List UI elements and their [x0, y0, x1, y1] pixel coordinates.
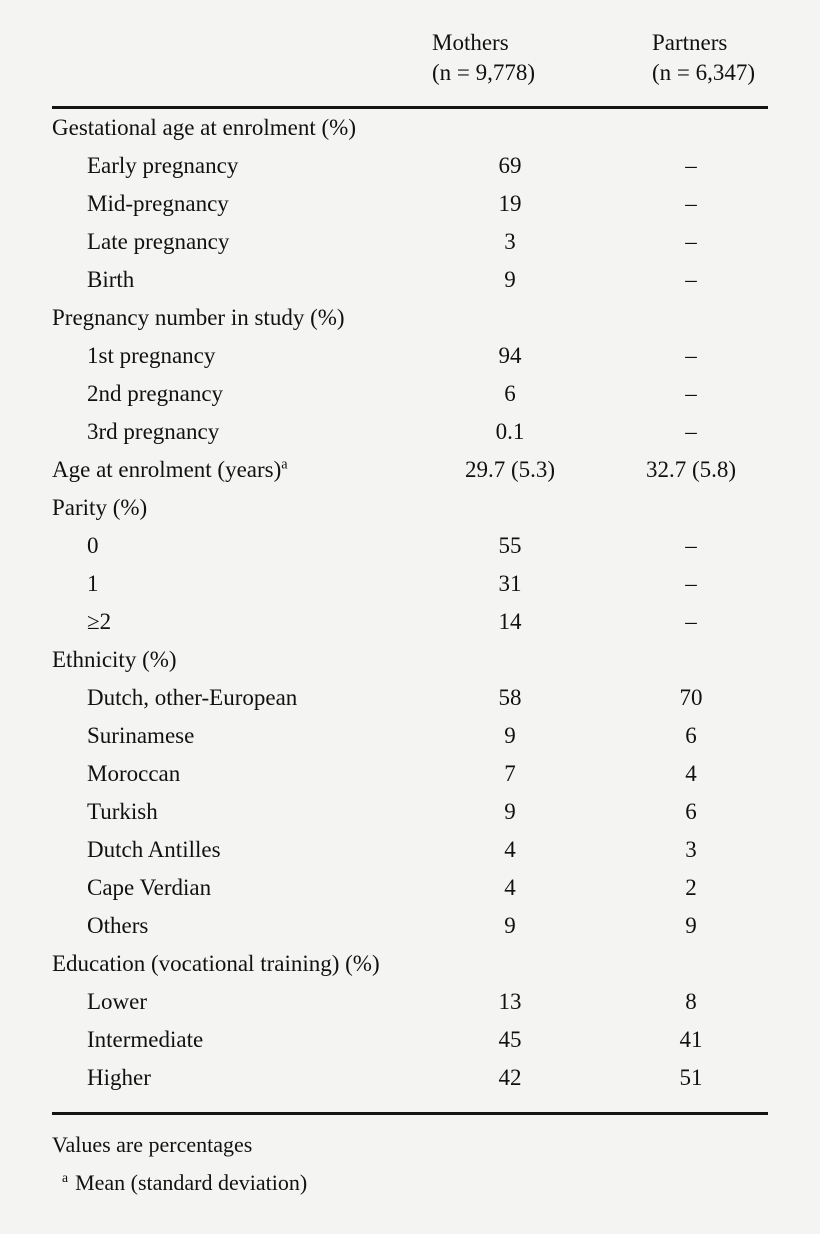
row-label-sub: Moroccan: [87, 761, 181, 786]
row-label-sub: 2nd pregnancy: [87, 381, 224, 406]
cell-mothers: 69: [498, 153, 522, 178]
cell-partners: [638, 489, 768, 527]
cell-partners: –: [685, 267, 697, 292]
cell-partners: –: [685, 191, 697, 216]
table-row: [52, 489, 768, 527]
row-label-sub: Lower: [87, 989, 148, 1014]
footnote-marker: a: [281, 456, 288, 473]
cell-mothers: [418, 641, 638, 679]
table-body: [52, 97, 768, 1106]
table-row: [52, 565, 768, 603]
header-mothers: [418, 28, 638, 97]
cell-partners: 51: [679, 1065, 703, 1090]
characteristics-table: [52, 28, 768, 1106]
cell-mothers: 4: [504, 837, 516, 862]
cell-partners: 9: [685, 913, 697, 938]
cell-mothers: 94: [498, 343, 522, 368]
cell-partners: 32.7 (5.8): [645, 457, 737, 482]
row-label-sub: Others: [87, 913, 149, 938]
table-bottom-rule: [52, 1112, 768, 1115]
row-label-sub: 1: [87, 571, 99, 596]
cell-partners: –: [685, 609, 697, 634]
cell-partners: 3: [685, 837, 697, 862]
cell-partners: 4: [685, 761, 697, 786]
row-label-sub: Early pregnancy: [87, 153, 239, 178]
table-row: [52, 869, 768, 907]
cell-partners: –: [685, 571, 697, 596]
footnote-text: Mean (standard deviation): [75, 1170, 308, 1195]
cell-partners: 2: [685, 875, 697, 900]
table-row: [52, 907, 768, 945]
cell-partners: –: [685, 153, 697, 178]
table-row: [52, 223, 768, 261]
row-label-category: Education (vocational training) (%): [52, 951, 380, 976]
cell-mothers: 6: [504, 381, 516, 406]
cell-mothers: 7: [504, 761, 516, 786]
row-label-sub: 1st pregnancy: [87, 343, 216, 368]
header-blank-cell: [52, 28, 418, 97]
cell-partners: –: [685, 419, 697, 444]
cell-partners: 70: [679, 685, 703, 710]
footnote-line: [52, 1164, 768, 1202]
table-row: [52, 337, 768, 375]
table-row: [52, 641, 768, 679]
row-label-sub: Dutch, other-European: [87, 685, 298, 710]
table-row: [52, 717, 768, 755]
row-label-sub: Intermediate: [87, 1027, 204, 1052]
header-partners-title: Partners: [652, 30, 728, 55]
cell-partners: –: [685, 381, 697, 406]
cell-mothers: 4: [504, 875, 516, 900]
header-row: [52, 28, 768, 97]
cell-mothers: 9: [504, 799, 516, 824]
row-label-sub: Late pregnancy: [87, 229, 230, 254]
footnote-marker: a: [62, 1169, 69, 1185]
cell-partners: [638, 945, 768, 983]
cell-mothers: 13: [498, 989, 522, 1014]
cell-partners: [638, 299, 768, 337]
cell-mothers: 3: [504, 229, 516, 254]
row-label-sub: 3rd pregnancy: [87, 419, 220, 444]
cell-mothers: 55: [498, 533, 522, 558]
header-mothers-title: Mothers: [432, 30, 509, 55]
table-row: [52, 413, 768, 451]
table-header: [52, 28, 768, 97]
cell-mothers: 9: [504, 267, 516, 292]
cell-mothers: 29.7 (5.3): [464, 457, 556, 482]
header-partners: [638, 28, 768, 97]
table-row: [52, 375, 768, 413]
cell-mothers: 31: [498, 571, 522, 596]
table-row: [52, 299, 768, 337]
row-label-sub: Birth: [87, 267, 135, 292]
cell-mothers: 14: [498, 609, 522, 634]
row-label-sub: Turkish: [87, 799, 158, 824]
cell-partners: 6: [685, 799, 697, 824]
cell-partners: –: [685, 343, 697, 368]
row-label-sub: Cape Verdian: [87, 875, 212, 900]
table-row: [52, 97, 768, 147]
table-row: [52, 679, 768, 717]
row-label-sub: ≥2: [87, 609, 112, 634]
cell-mothers: [418, 489, 638, 527]
cell-mothers: 9: [504, 913, 516, 938]
footnote-text: Values are percentages: [52, 1132, 253, 1157]
table-row: [52, 1021, 768, 1059]
cell-partners: 41: [679, 1027, 703, 1052]
table-row: [52, 831, 768, 869]
row-label-category: Ethnicity (%): [52, 647, 177, 672]
footnote-line: [52, 1126, 768, 1164]
table-row: [52, 185, 768, 223]
table-row: [52, 451, 768, 489]
cell-mothers: 0.1: [495, 419, 525, 444]
table-row: [52, 983, 768, 1021]
cell-mothers: [418, 945, 638, 983]
table-row: [52, 793, 768, 831]
table-row: [52, 1059, 768, 1106]
cell-mothers: [418, 299, 638, 337]
cell-partners: –: [685, 229, 697, 254]
cell-mothers: 42: [498, 1065, 522, 1090]
row-label-sub: Mid-pregnancy: [87, 191, 229, 216]
table-row: [52, 147, 768, 185]
cell-mothers: 9: [504, 723, 516, 748]
cell-partners: 6: [685, 723, 697, 748]
row-label-sub: Higher: [87, 1065, 151, 1090]
table-row: [52, 527, 768, 565]
cell-mothers: [418, 97, 638, 147]
cell-mothers: 19: [498, 191, 522, 216]
cell-partners: [638, 97, 768, 147]
table-row: [52, 945, 768, 983]
table-row: [52, 755, 768, 793]
row-label-sub: 0: [87, 533, 99, 558]
table-row: [52, 261, 768, 299]
cell-mothers: 45: [498, 1027, 522, 1052]
row-label-category: Pregnancy number in study (%): [52, 305, 345, 330]
table-footnotes: [52, 1126, 768, 1202]
cell-mothers: 58: [498, 685, 522, 710]
header-mothers-count: (n = 9,778): [432, 60, 536, 85]
cell-partners: 8: [685, 989, 697, 1014]
row-label-sub: Surinamese: [87, 723, 195, 748]
cell-partners: –: [685, 533, 697, 558]
header-partners-count: (n = 6,347): [652, 60, 756, 85]
table-row: [52, 603, 768, 641]
cell-partners: [638, 641, 768, 679]
row-label-category: Age at enrolment (years)$^a$: [52, 456, 288, 482]
row-label-category: Parity (%): [52, 495, 148, 520]
row-label-sub: Dutch Antilles: [87, 837, 221, 862]
row-label-category: Gestational age at enrolment (%): [52, 115, 356, 140]
